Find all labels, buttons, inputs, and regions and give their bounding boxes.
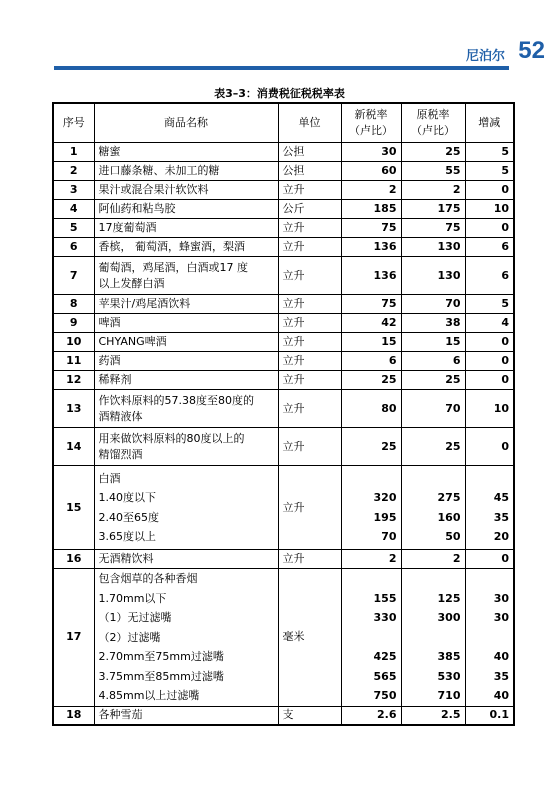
cell-no: 18 (53, 706, 94, 725)
product-name-line: （2）过滤嘴 (98, 630, 161, 644)
rate-value: 25 (445, 373, 461, 386)
cell-unit: 立升 (278, 466, 341, 550)
rate-value: 130 (437, 268, 461, 282)
table-body (53, 143, 514, 726)
cell-unit: 立升 (278, 238, 341, 257)
cell-change (465, 181, 514, 200)
cell-no: 1 (53, 143, 94, 162)
table-row (53, 238, 514, 257)
table-title: 表3–3：消费税征税税率表 (214, 87, 345, 100)
cell-product-name (94, 550, 278, 569)
rate-value: 2 (452, 552, 461, 565)
product-name-line: 包含烟草的各种香烟 (98, 572, 198, 585)
rate-value: 30 (381, 145, 397, 158)
cell-product-name (94, 569, 278, 707)
product-name-line: 药酒 (98, 354, 121, 367)
rate-value: 40 (493, 650, 509, 663)
cell-product-name (94, 333, 278, 352)
cell-new-rate (341, 295, 401, 314)
rate-value: 6 (452, 354, 461, 367)
cell-change (465, 352, 514, 371)
rate-value: 2.5 (441, 708, 461, 722)
cell-product-name (94, 181, 278, 200)
rate-value (470, 569, 510, 589)
rate-value (470, 628, 510, 648)
rate-value: 2.6 (377, 708, 397, 722)
cell-no: 2 (53, 162, 94, 181)
cell-old-rate (401, 569, 465, 707)
cell-product-name (94, 162, 278, 181)
rate-value: 60 (381, 164, 397, 177)
cell-old-rate (401, 219, 465, 238)
rate-value: 5 (501, 297, 509, 310)
cell-unit: 公担 (278, 143, 341, 162)
cell-unit: 立升 (278, 390, 341, 428)
cell-product-name (94, 257, 278, 295)
country-title: 尼泊尔 (465, 49, 505, 64)
cell-product-name (94, 390, 278, 428)
col-header-new-rate: 新税率 （卢比） (341, 103, 401, 143)
rate-value: 0 (501, 439, 509, 453)
rate-value: 0 (501, 552, 509, 565)
rate-value: 45 (493, 491, 509, 504)
cell-unit: 支 (278, 706, 341, 725)
cell-new-rate (341, 428, 401, 466)
cell-change (465, 333, 514, 352)
rate-value: 70 (445, 297, 461, 310)
cell-unit: 立升 (278, 219, 341, 238)
rate-value (406, 628, 461, 648)
table-row (53, 143, 514, 162)
cell-no: 16 (53, 550, 94, 569)
product-name-line: 稀释剂 (98, 373, 132, 386)
cell-no: 5 (53, 219, 94, 238)
rate-value: 155 (373, 591, 397, 605)
cell-new-rate (341, 314, 401, 333)
table-row (53, 390, 514, 428)
cell-product-name (94, 200, 278, 219)
table-row (53, 706, 514, 725)
rate-value: 185 (373, 202, 397, 215)
cell-change (465, 238, 514, 257)
cell-old-rate (401, 257, 465, 295)
cell-change (465, 143, 514, 162)
cell-no: 14 (53, 428, 94, 466)
header-rule (54, 66, 509, 70)
cell-change (465, 428, 514, 466)
rate-value: 136 (373, 268, 397, 282)
product-name-line: 糖蜜 (98, 145, 121, 158)
cell-old-rate (401, 314, 465, 333)
product-name-line: 17度葡萄酒 (98, 221, 157, 234)
rate-value: 565 (373, 669, 397, 683)
rate-value: 0.1 (489, 708, 509, 722)
cell-old-rate (401, 390, 465, 428)
table-row (53, 466, 514, 550)
cell-change (465, 200, 514, 219)
rate-value: 42 (381, 316, 397, 329)
rate-value: 750 (373, 689, 397, 702)
product-name-line: 葡萄酒，鸡尾酒，白酒或17 度 (98, 260, 248, 274)
rate-value: 2 (388, 552, 397, 565)
rate-value: 40 (493, 689, 509, 702)
product-name-line: 果汁或混合果汁软饮料 (98, 183, 209, 196)
product-name-line: 无酒精饮料 (98, 552, 154, 565)
cell-product-name (94, 295, 278, 314)
cell-new-rate (341, 569, 401, 707)
table-row (53, 352, 514, 371)
cell-no: 10 (53, 333, 94, 352)
rate-value: 320 (373, 491, 397, 504)
cell-new-rate (341, 257, 401, 295)
product-name-line: 阿仙药和粘鸟胶 (98, 202, 176, 215)
cell-no: 17 (53, 569, 94, 707)
cell-unit: 立升 (278, 314, 341, 333)
rate-value: 55 (445, 164, 461, 177)
cell-old-rate (401, 181, 465, 200)
rate-value: 5 (501, 164, 509, 177)
rate-value (406, 569, 461, 589)
rate-value: 25 (445, 439, 461, 453)
cell-change (465, 219, 514, 238)
rate-value (406, 469, 461, 489)
rate-value: 20 (493, 530, 509, 543)
rate-value: 195 (373, 510, 397, 524)
product-name-line: 精馏烈酒 (98, 447, 143, 461)
cell-change (465, 314, 514, 333)
cell-new-rate (341, 200, 401, 219)
cell-old-rate (401, 550, 465, 569)
table-row (53, 428, 514, 466)
cell-product-name (94, 352, 278, 371)
cell-new-rate (341, 390, 401, 428)
col-header-old-rate: 原税率 （卢比） (401, 103, 465, 143)
cell-no: 4 (53, 200, 94, 219)
table-row (53, 550, 514, 569)
rate-value: 0 (501, 354, 509, 367)
cell-unit: 立升 (278, 181, 341, 200)
rate-value: 2 (388, 183, 397, 196)
table-row (53, 257, 514, 295)
rate-value: 10 (493, 401, 509, 415)
col-header-change: 增减 (465, 103, 514, 143)
excise-tax-table (52, 102, 515, 726)
cell-old-rate (401, 238, 465, 257)
rate-value: 38 (445, 316, 461, 329)
rate-value: 35 (493, 510, 509, 524)
cell-change (465, 466, 514, 550)
rate-value: 385 (437, 650, 461, 663)
rate-value: 330 (373, 611, 397, 624)
rate-value: 125 (437, 591, 461, 605)
rate-value: 25 (381, 439, 397, 453)
rate-value: 0 (501, 335, 509, 348)
rate-value (470, 469, 510, 489)
cell-product-name (94, 238, 278, 257)
rate-value: 275 (437, 491, 461, 504)
cell-unit: 公斤 (278, 200, 341, 219)
product-name-line: 3.75mm至85mm过滤嘴 (98, 669, 224, 683)
cell-new-rate (341, 466, 401, 550)
rate-value: 75 (445, 221, 461, 234)
cell-old-rate (401, 333, 465, 352)
cell-new-rate (341, 706, 401, 725)
table-header-row (53, 103, 514, 143)
rate-value: 136 (373, 240, 397, 253)
rate-value: 175 (437, 202, 461, 215)
rate-value: 425 (373, 650, 397, 663)
cell-change (465, 550, 514, 569)
cell-new-rate (341, 352, 401, 371)
cell-change (465, 162, 514, 181)
product-name-line: 以上发酵白酒 (98, 276, 165, 290)
product-name-line: 香槟， 葡萄酒，蜂蜜酒，梨酒 (98, 240, 245, 253)
product-name-line: 啤酒 (98, 316, 121, 329)
col-header-unit: 单位 (278, 103, 341, 143)
cell-change (465, 257, 514, 295)
cell-product-name (94, 314, 278, 333)
rate-value: 2 (452, 183, 461, 196)
product-name-line: 2.70mm至75mm过滤嘴 (98, 650, 224, 663)
cell-change (465, 706, 514, 725)
product-name-line: 进口藤条糖、未加工的糖 (98, 164, 220, 177)
product-name-line: 作饮料原料的57.38度至80度的 (98, 393, 254, 407)
product-name-line: 白酒 (98, 471, 121, 485)
product-name-line: 用来做饮料原料的80度以上的 (98, 431, 245, 445)
cell-new-rate (341, 238, 401, 257)
rate-value: 15 (445, 335, 461, 348)
rate-value: 30 (493, 591, 509, 605)
rate-value: 75 (381, 221, 397, 234)
cell-new-rate (341, 371, 401, 390)
cell-no: 13 (53, 390, 94, 428)
cell-new-rate (341, 143, 401, 162)
table-row (53, 200, 514, 219)
page-number: 52 (518, 37, 545, 64)
table-row (53, 295, 514, 314)
rate-value (346, 469, 397, 489)
cell-no: 11 (53, 352, 94, 371)
rate-value: 130 (437, 240, 461, 253)
cell-unit: 毫米 (278, 569, 341, 707)
cell-unit: 立升 (278, 371, 341, 390)
product-name-line: 各种雪茄 (98, 708, 143, 722)
cell-no: 12 (53, 371, 94, 390)
cell-new-rate (341, 333, 401, 352)
rate-value: 0 (501, 373, 509, 386)
cell-new-rate (341, 550, 401, 569)
cell-unit: 立升 (278, 333, 341, 352)
cell-no: 3 (53, 181, 94, 200)
rate-value: 710 (437, 689, 461, 702)
cell-new-rate (341, 219, 401, 238)
cell-old-rate (401, 466, 465, 550)
cell-old-rate (401, 706, 465, 725)
cell-no: 6 (53, 238, 94, 257)
cell-new-rate (341, 181, 401, 200)
rate-value: 6 (501, 240, 509, 253)
table-row (53, 569, 514, 707)
rate-value: 30 (493, 611, 509, 624)
product-name-line: 4.85mm以上过滤嘴 (98, 689, 200, 702)
rate-value: 35 (493, 669, 509, 683)
col-header-name: 商品名称 (94, 103, 278, 143)
cell-product-name (94, 706, 278, 725)
table-row (53, 219, 514, 238)
rate-value: 50 (445, 530, 461, 543)
cell-unit: 立升 (278, 352, 341, 371)
rate-value: 300 (437, 611, 461, 624)
rate-value: 5 (501, 145, 509, 158)
cell-old-rate (401, 295, 465, 314)
rate-value: 70 (381, 530, 397, 543)
product-name-line: 1.40度以下 (98, 491, 156, 504)
product-name-line: 苹果汁/鸡尾酒饮料 (98, 297, 191, 310)
rate-value (346, 628, 397, 648)
cell-old-rate (401, 428, 465, 466)
rate-value: 70 (445, 401, 461, 415)
rate-value: 10 (493, 202, 509, 215)
cell-product-name (94, 371, 278, 390)
cell-old-rate (401, 162, 465, 181)
rate-value: 25 (445, 145, 461, 158)
table-row (53, 162, 514, 181)
table-row (53, 371, 514, 390)
cell-old-rate (401, 371, 465, 390)
table-row (53, 181, 514, 200)
product-name-line: CHYANG啤酒 (98, 335, 167, 348)
cell-old-rate (401, 200, 465, 219)
rate-value: 15 (381, 335, 397, 348)
cell-unit: 公担 (278, 162, 341, 181)
cell-product-name (94, 219, 278, 238)
rate-value (346, 569, 397, 589)
cell-new-rate (341, 162, 401, 181)
product-name-line: （1）无过滤嘴 (98, 611, 172, 624)
cell-change (465, 371, 514, 390)
cell-unit: 立升 (278, 550, 341, 569)
table-row (53, 314, 514, 333)
rate-value: 160 (437, 510, 461, 524)
rate-value: 80 (381, 401, 397, 415)
rate-value: 6 (388, 354, 397, 367)
cell-change (465, 569, 514, 707)
cell-no: 9 (53, 314, 94, 333)
cell-product-name (94, 143, 278, 162)
cell-no: 15 (53, 466, 94, 550)
cell-product-name (94, 428, 278, 466)
product-name-line: 1.70mm以下 (98, 591, 167, 605)
rate-value: 75 (381, 297, 397, 310)
cell-no: 7 (53, 257, 94, 295)
rate-value: 4 (501, 316, 509, 329)
col-header-no: 序号 (53, 103, 94, 143)
rate-value: 6 (501, 268, 509, 282)
cell-change (465, 295, 514, 314)
cell-unit: 立升 (278, 428, 341, 466)
rate-value: 530 (437, 669, 461, 683)
cell-old-rate (401, 352, 465, 371)
product-name-line: 酒精液体 (98, 409, 143, 423)
cell-no: 8 (53, 295, 94, 314)
cell-change (465, 390, 514, 428)
rate-value: 0 (501, 221, 509, 234)
rate-value: 0 (501, 183, 509, 196)
cell-old-rate (401, 143, 465, 162)
cell-product-name (94, 466, 278, 550)
cell-unit: 立升 (278, 257, 341, 295)
table-row (53, 333, 514, 352)
cell-unit: 立升 (278, 295, 341, 314)
product-name-line: 2.40至65度 (98, 510, 159, 524)
rate-value: 25 (381, 373, 397, 386)
product-name-line: 3.65度以上 (98, 530, 156, 543)
